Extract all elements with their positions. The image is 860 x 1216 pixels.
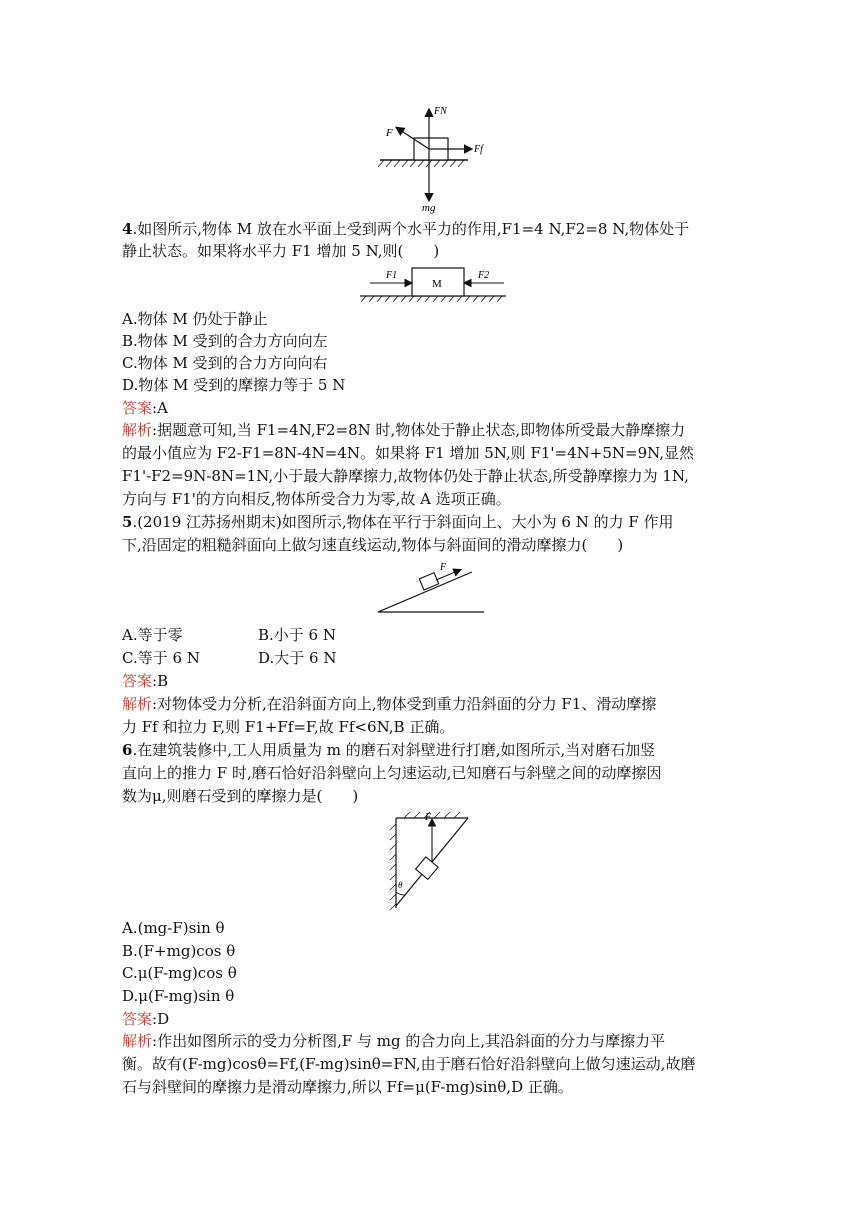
- q6-stem-line3: 数为μ,则磨石受到的摩擦力是( ): [122, 787, 359, 805]
- label-f: F: [386, 127, 393, 139]
- label-m: M: [432, 278, 442, 290]
- q4-analysis-line4: 方向与 F1'的方向相反,物体所受合力为零,故 A 选项正确。: [122, 490, 511, 508]
- q5-option-a: A.等于零: [122, 626, 183, 644]
- q5-answer: 答案:B: [122, 672, 169, 690]
- q4-option-a: A.物体 M 仍处于静止: [122, 310, 268, 328]
- label-fn: FN: [434, 106, 447, 117]
- q6-stem-line1: 6.在建筑装修中,工人用质量为 m 的磨石对斜壁进行打磨,如图所示,当对磨石加竖: [122, 741, 656, 759]
- q5-stem-line1: 5.(2019 江苏扬州期末)如图所示,物体在平行于斜面向上、大小为 6 N 的力 F 作用: [122, 513, 674, 531]
- q6-option-a: A.(mg-F)sin θ: [122, 919, 225, 937]
- q6-answer: 答案:D: [122, 1010, 170, 1028]
- q5-incline-figure: [374, 558, 490, 616]
- q6-number: 6: [122, 741, 133, 759]
- q6-analysis-line1: 解析:作出如图所示的受力分析图,F 与 mg 的合力向上,其沿斜面的分力与摩擦力平: [122, 1032, 666, 1050]
- label-f2: F2: [478, 270, 490, 281]
- q4-number: 4: [122, 220, 133, 238]
- label-theta: θ: [398, 880, 403, 890]
- q5-option-c: C.等于 6 N: [122, 649, 200, 667]
- q6-analysis-line2: 衡。故有(F-mg)cosθ=Ff,(F-mg)sinθ=FN,由于磨石恰好沿斜壁向上做匀速运动,故磨: [122, 1055, 696, 1073]
- q4-answer: 答案:A: [122, 399, 168, 417]
- q6-stem-line2: 直向上的推力 F 时,磨石恰好沿斜壁向上匀速运动,已知磨石与斜壁之间的动摩擦因: [122, 764, 662, 782]
- q4-analysis-line3: F1'-F2=9N-8N=1N,小于最大静摩擦力,故物体仍处于静止状态,所受静摩擦力为 1N,: [122, 467, 689, 485]
- label-f: F: [440, 562, 447, 573]
- label-f1: F1: [386, 270, 398, 281]
- q6-option-b: B.(F+mg)cos θ: [122, 942, 236, 960]
- q5-option-d: D.大于 6 N: [258, 649, 337, 667]
- q4-option-b: B.物体 M 受到的合力方向向左: [122, 332, 328, 350]
- q4-option-c: C.物体 M 受到的合力方向向右: [122, 354, 328, 372]
- label-mg: mg: [422, 202, 436, 214]
- q4-analysis-line1: 解析:据题意可知,当 F1=4N,F2=8N 时,物体处于静止状态,即物体所受最大静摩擦力: [122, 421, 686, 439]
- q4-stem-line1: 4.如图所示,物体 M 放在水平面上受到两个水平力的作用,F1=4 N,F2=8 N,物体处于: [122, 220, 690, 238]
- q4-analysis-line2: 的最小值应为 F2-F1=8N-4N=4N。如果将 F1 增加 5N,则 F1'=4N+5N=9N,显然: [122, 444, 695, 462]
- q6-option-c: C.μ(F-mg)cos θ: [122, 964, 237, 982]
- q4-stem-line2: 静止状态。如果将水平力 F1 增加 5 N,则( ): [122, 242, 440, 260]
- label-ff: Ff: [474, 144, 483, 155]
- q5-stem-line2: 下,沿固定的粗糙斜面向上做匀速直线运动,物体与斜面间的滑动摩擦力( ): [122, 536, 624, 554]
- q4-option-d: D.物体 M 受到的摩擦力等于 5 N: [122, 376, 346, 394]
- q5-analysis-line1: 解析:对物体受力分析,在沿斜面方向上,物体受到重力沿斜面的分力 F1、滑动摩擦: [122, 695, 657, 713]
- q6-analysis-line3: 石与斜壁间的摩擦力是滑动摩擦力,所以 Ff=μ(F-mg)sinθ,D 正确。: [122, 1078, 573, 1096]
- q4-figure: [358, 264, 508, 308]
- q5-number: 5: [122, 513, 133, 531]
- q5-analysis-line2: 力 Ff 和拉力 F,则 F1+Ff=F,故 Ff<6N,B 正确。: [122, 718, 455, 736]
- q6-slanted-wall-figure: [384, 806, 474, 912]
- q6-option-d: D.μ(F-mg)sin θ: [122, 987, 235, 1005]
- label-f: F: [425, 812, 432, 823]
- force-diagram-horizontal: [374, 100, 494, 215]
- q5-option-b: B.小于 6 N: [258, 626, 336, 644]
